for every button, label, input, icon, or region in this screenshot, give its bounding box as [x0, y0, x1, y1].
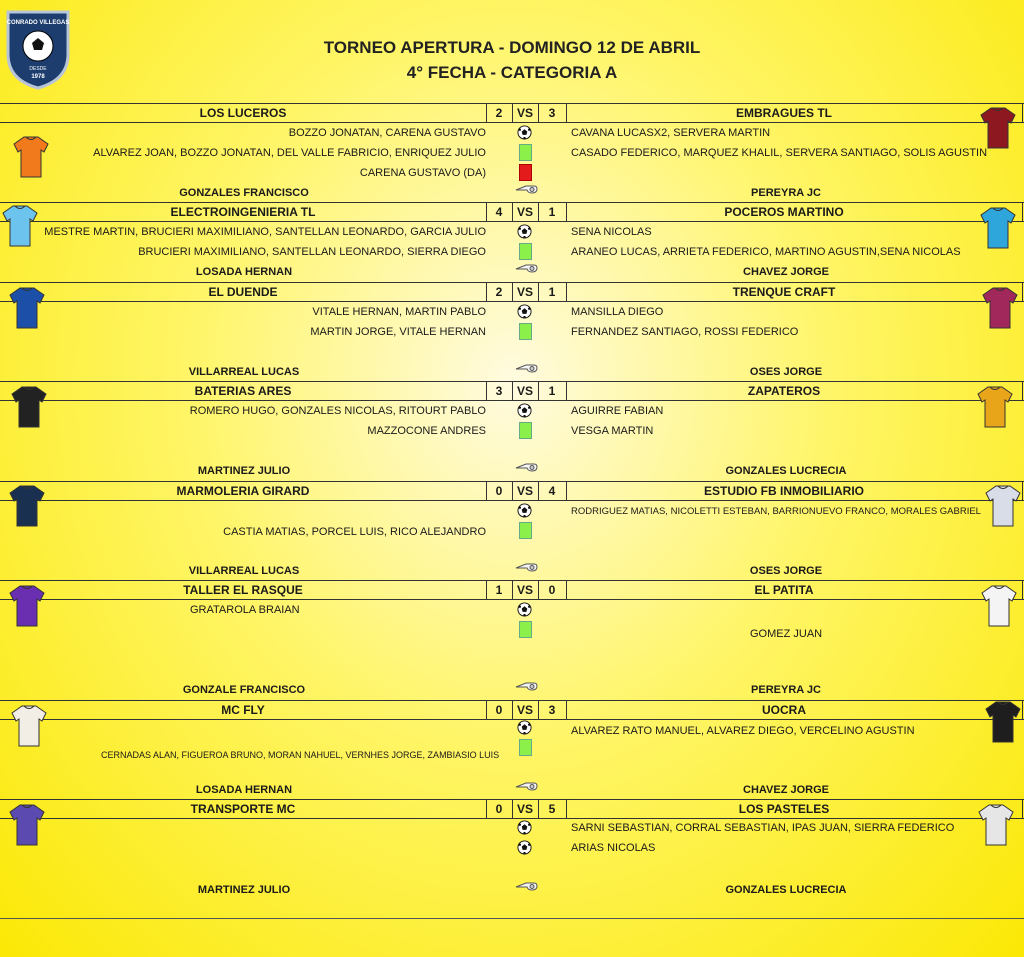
away-referee: OSES JORGE: [749, 565, 823, 577]
uocra-shirt-icon: [984, 700, 1022, 744]
away-goal-scorers: AGUIRRE FABIAN: [571, 405, 664, 417]
referee-whistle-icon: [514, 182, 538, 194]
page-title: TORNEO APERTURA - DOMINGO 12 DE ABRIL: [323, 38, 701, 57]
los-luceros-shirt-icon: [12, 135, 50, 179]
yellow-card-icon: [519, 144, 532, 161]
score-divider: [1022, 283, 1023, 301]
away-score: 4: [548, 484, 556, 498]
home-referee: LOSADA HERNAN: [195, 266, 293, 278]
away-referee: OSES JORGE: [749, 366, 823, 378]
away-carded-players: ARANEO LUCAS, ARRIETA FEDERICO, MARTINO AGUSTIN,SENA NICOLAS: [571, 246, 961, 258]
los-pasteles-shirt-icon: [977, 803, 1015, 847]
score-divider: [1022, 203, 1023, 221]
trenque-craft-shirt-icon: [981, 286, 1019, 330]
away-team-name: LOS PASTELES: [738, 802, 830, 816]
away-goal-scorers: RODRIGUEZ MATIAS, NICOLETTI ESTEBAN, BARRIONUEVO FRANCO, MORALES GABRIEL: [571, 506, 981, 517]
goal-ball-icon: [517, 503, 532, 518]
vs-label: VS: [516, 583, 533, 597]
away-referee: PEREYRA JC: [751, 187, 821, 199]
goal-ball-icon: [517, 720, 532, 735]
home-score: 0: [495, 484, 503, 498]
referee-whistle-icon: [514, 879, 538, 891]
goal-ball-icon: [517, 403, 532, 418]
electroingenieria-tl-shirt-icon: [1, 204, 39, 248]
home-team-name: ELECTROINGENIERIA TL: [170, 205, 316, 219]
home-goal-scorers: BOZZO JONATAN, CARENA GUSTAVO: [288, 127, 486, 139]
el-duende-shirt-icon: [8, 286, 46, 330]
away-team-name: UOCRA: [762, 703, 806, 717]
home-score: 4: [495, 205, 503, 219]
away-team-name: EL PATITA: [754, 583, 814, 597]
home-score: 2: [495, 106, 503, 120]
away-referee: CHAVEZ JORGE: [743, 784, 829, 796]
yellow-card-icon: [519, 522, 532, 539]
away-score: 1: [548, 384, 556, 398]
referee-whistle-icon: [514, 460, 538, 472]
home-team-name: MARMOLERIA GIRARD: [176, 484, 310, 498]
away-score: 1: [548, 205, 556, 219]
away-team-name: TRENQUE CRAFT: [732, 285, 836, 299]
referee-whistle-icon: [514, 679, 538, 691]
estudio-fb-shirt-icon: [984, 484, 1022, 528]
logo-desde: DESDE: [29, 66, 47, 72]
vs-label: VS: [516, 106, 533, 120]
goal-ball-icon: [517, 602, 532, 617]
away-goal-scorers: ALVAREZ RATO MANUEL, ALVAREZ DIEGO, VERCELINO AGUSTIN: [571, 725, 915, 737]
home-red-card-player: CARENA GUSTAVO (DA): [359, 167, 486, 179]
vs-label: VS: [516, 285, 533, 299]
vs-label: VS: [516, 484, 533, 498]
embragues-tl-shirt-icon: [979, 106, 1017, 150]
yellow-card-icon: [519, 422, 532, 439]
home-team-name: BATERIAS ARES: [194, 384, 292, 398]
red-card-icon: [519, 164, 532, 181]
home-carded-players: CERNADAS ALAN, FIGUEROA BRUNO, MORAN NAHUEL, VERNHES JORGE, ZAMBIASIO LUIS: [101, 750, 500, 760]
referee-whistle-icon: [514, 361, 538, 373]
goal-ball-icon: [517, 820, 532, 835]
away-score: 1: [548, 285, 556, 299]
home-carded-players: MAZZOCONE ANDRES: [367, 425, 486, 437]
score-divider: [1022, 482, 1023, 500]
home-team-name: TRANSPORTE MC: [190, 802, 296, 816]
away-score: 3: [548, 703, 556, 717]
away-team-name: EMBRAGUES TL: [736, 106, 832, 120]
home-goal-scorers: ROMERO HUGO, GONZALES NICOLAS, RITOURT PABLO: [189, 405, 486, 417]
vs-label: VS: [516, 205, 533, 219]
vs-label: VS: [516, 384, 533, 398]
zapateros-shirt-icon: [976, 385, 1014, 429]
home-score: 3: [495, 384, 503, 398]
referee-whistle-icon: [514, 779, 538, 791]
yellow-card-icon: [519, 739, 532, 756]
away-goal-scorers: MANSILLA DIEGO: [571, 306, 664, 318]
home-goal-scorers: GRATAROLA BRAIAN: [190, 604, 300, 616]
home-team-name: EL DUENDE: [208, 285, 278, 299]
logo-club-name: CONRADO VILLEGAS: [6, 20, 70, 26]
logo-year: 1978: [31, 74, 45, 80]
referee-whistle-icon: [514, 560, 538, 572]
poceros-martino-shirt-icon: [979, 206, 1017, 250]
home-goal-scorers: MESTRE MARTIN, BRUCIERI MAXIMILIANO, SANTELLAN LEONARDO, GARCIA JULIO: [44, 226, 486, 238]
home-carded-players: MARTIN JORGE, VITALE HERNAN: [310, 326, 486, 338]
goal-ball-icon: [517, 125, 532, 140]
home-team-name: LOS LUCEROS: [199, 106, 287, 120]
marmoleria-girard-shirt-icon: [8, 484, 46, 528]
away-goal-scorers: CAVANA LUCASX2, SERVERA MARTIN: [571, 127, 771, 139]
away-carded-players: VESGA MARTIN: [571, 425, 654, 437]
home-referee: VILLARREAL LUCAS: [188, 366, 300, 378]
vs-label: VS: [516, 802, 533, 816]
score-divider: [1022, 104, 1023, 122]
el-patita-shirt-icon: [980, 584, 1018, 628]
away-goal-scorers: SENA NICOLAS: [571, 226, 652, 238]
away-team-name: ZAPATEROS: [747, 384, 821, 398]
away-carded-players: FERNANDEZ SANTIAGO, ROSSI FEDERICO: [571, 326, 799, 338]
home-referee: VILLARREAL LUCAS: [188, 565, 300, 577]
home-team-name: TALLER EL RASQUE: [183, 583, 303, 597]
goal-ball-icon: [517, 840, 532, 855]
home-carded-players: ALVAREZ JOAN, BOZZO JONATAN, DEL VALLE FABRICIO, ENRIQUEZ JULIO: [93, 147, 486, 159]
page-subtitle: 4° FECHA - CATEGORIA A: [406, 63, 618, 82]
home-team-name: MC FLY: [221, 703, 265, 717]
away-referee: GONZALES LUCRECIA: [725, 884, 847, 896]
away-carded-players: GOMEZ JUAN: [750, 628, 823, 640]
home-carded-players: BRUCIERI MAXIMILIANO, SANTELLAN LEONARDO, SIERRA DIEGO: [138, 246, 486, 258]
taller-el-rasque-shirt-icon: [8, 584, 46, 628]
goal-ball-icon: [517, 304, 532, 319]
vs-label: VS: [516, 703, 533, 717]
bottom-divider: [0, 918, 1024, 919]
away-goal-scorers: SARNI SEBASTIAN, CORRAL SEBASTIAN, IPAS JUAN, SIERRA FEDERICO: [571, 822, 955, 834]
home-referee: MARTINEZ JULIO: [197, 465, 291, 477]
yellow-card-icon: [519, 621, 532, 638]
away-score: 3: [548, 106, 556, 120]
away-carded-players: CASADO FEDERICO, MARQUEZ KHALIL, SERVERA SANTIAGO, SOLIS AGUSTIN: [571, 147, 988, 159]
home-score: 1: [495, 583, 503, 597]
score-divider: [1022, 382, 1023, 400]
transporte-mc-shirt-icon: [8, 803, 46, 847]
yellow-card-icon: [519, 243, 532, 260]
baterias-ares-shirt-icon: [10, 385, 48, 429]
yellow-card-icon: [519, 323, 532, 340]
home-referee: GONZALE FRANCISCO: [182, 684, 306, 696]
home-score: 2: [495, 285, 503, 299]
away-team-name: ESTUDIO FB INMOBILIARIO: [704, 484, 864, 498]
away-team-name: POCEROS MARTINO: [724, 205, 844, 219]
home-score: 0: [495, 802, 503, 816]
home-score: 0: [495, 703, 503, 717]
referee-whistle-icon: [514, 261, 538, 273]
score-divider: [1022, 800, 1023, 818]
away-referee: CHAVEZ JORGE: [743, 266, 829, 278]
home-carded-players: CASTIA MATIAS, PORCEL LUIS, RICO ALEJANDRO: [223, 526, 486, 538]
score-divider: [1022, 581, 1023, 599]
away-referee: GONZALES LUCRECIA: [725, 465, 847, 477]
home-goal-scorers: VITALE HERNAN, MARTIN PABLO: [312, 306, 486, 318]
home-referee: MARTINEZ JULIO: [197, 884, 291, 896]
mc-fly-shirt-icon: [10, 704, 48, 748]
away-goal-scorers-2: ARIAS NICOLAS: [571, 842, 656, 854]
away-score: 5: [548, 802, 556, 816]
home-referee: GONZALES FRANCISCO: [179, 187, 309, 199]
away-referee: PEREYRA JC: [751, 684, 821, 696]
away-score: 0: [548, 583, 556, 597]
home-referee: LOSADA HERNAN: [195, 784, 293, 796]
score-divider: [1022, 701, 1023, 719]
goal-ball-icon: [517, 224, 532, 239]
